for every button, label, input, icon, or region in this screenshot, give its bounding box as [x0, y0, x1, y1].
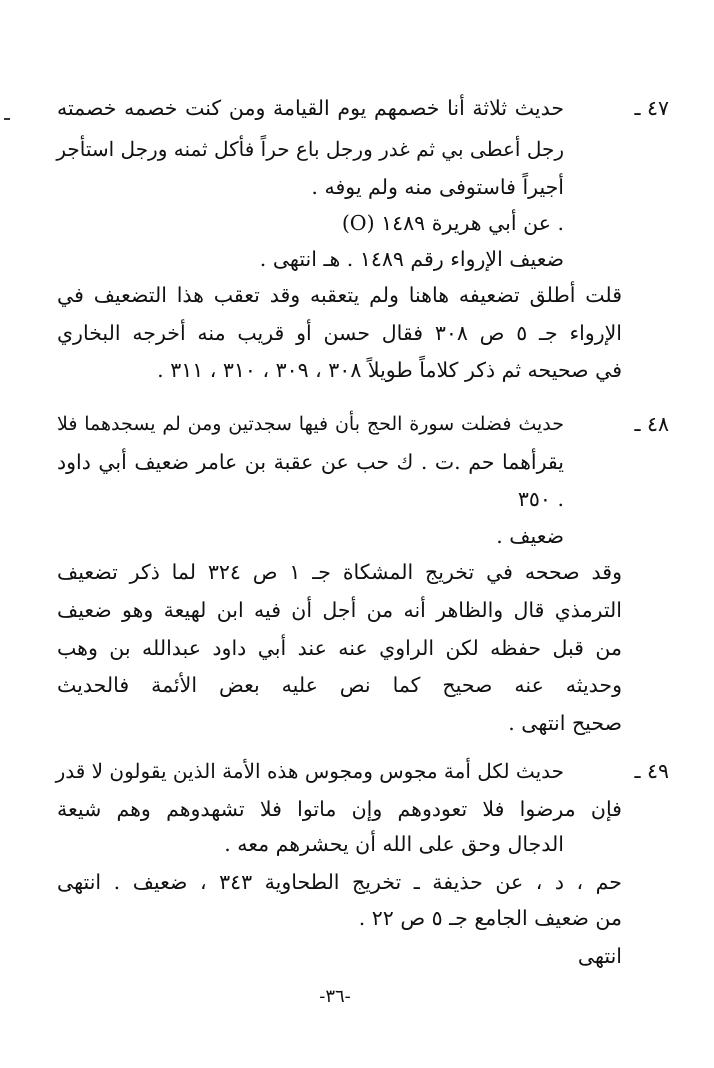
margin-mark — [4, 118, 10, 120]
text-line: ضعيف الإرواء رقم ١٤٨٩ . هـ انتهى . — [259, 247, 564, 271]
text-line: (O) عن أبي هريرة ١٤٨٩ . — [341, 211, 564, 235]
text-line: يقرأهما حم .ت . ك حب عن عقبة بن عامر ضعيف أبي داود — [57, 450, 564, 474]
text-line: صحيح انتهى . — [508, 711, 622, 735]
text-line: حم ، د ، عن حذيفة ـ تخريج الطحاوية ٣٤٣ ، ضعيف . انتهى — [57, 870, 622, 894]
text-line: ضعيف . — [496, 524, 564, 548]
text-line: حديث لكل أمة مجوس ومجوس هذه الأمة الذين يقولون لا قدر — [55, 759, 564, 783]
text-line: الترمذي قال والظاهر أنه من أجل أن فيه ابن لهيعة وهو ضعيف — [57, 598, 622, 622]
text-line: الدجال وحق على الله أن يحشرهم معه . — [224, 832, 564, 856]
text-line: فإن مرضوا فلا تعودوهم وإن ماتوا فلا تشهدوهم وهم شيعة — [57, 797, 622, 821]
text-line: قلت أطلق تضعيفه هاهنا ولم يتعقبه وقد تعقب هذا التضعيف في — [57, 283, 622, 307]
text-line: رجل أعطى بي ثم غدر ورجل باع حراً فأكل ثمنه ورجل استأجر — [56, 137, 564, 161]
text-line: أجيراً فاستوفى منه ولم يوفه . — [311, 175, 564, 199]
text-line: الإرواء جـ ٥ ص ٣٠٨ فقال حسن أو قريب منه أخرجه البخاري — [57, 321, 622, 345]
text-line: حديث فضلت سورة الحج بأن فيها سجدتين ومن لم يسجدهما فلا — [57, 413, 564, 435]
text-line: وقد صححه في تخريج المشكاة جـ ١ ص ٣٢٤ لما ذكر تضعيف — [57, 560, 623, 584]
text-line: من ضعيف الجامع جـ ٥ ص ٢٢ . — [358, 906, 622, 930]
text-line: حديث ثلاثة أنا خصمهم يوم القيامة ومن كنت خصمه خصمته — [57, 96, 564, 120]
text-line: ٣٥٠ . — [517, 487, 564, 511]
text-line: من قبل حفظه لكن الراوي عنه عند أبي داود عبدالله بن وهب — [57, 636, 622, 660]
entry-number: ٤٨ ـ — [634, 412, 669, 436]
entry-number: ٤٧ ـ — [634, 96, 669, 120]
entry-number: ٤٩ ـ — [634, 759, 669, 783]
text-line: في صحيحه ثم ذكر كلاماً طويلاً ٣٠٨ ، ٣٠٩ ، ٣١٠ ، ٣١١ . — [157, 358, 622, 382]
page-number: -٣٦- — [319, 986, 351, 1007]
text-line: وحديثه عنه صحيح كما نص عليه بعض الأئمة فالحديث — [57, 673, 622, 697]
text-line: انتهى — [577, 944, 622, 968]
